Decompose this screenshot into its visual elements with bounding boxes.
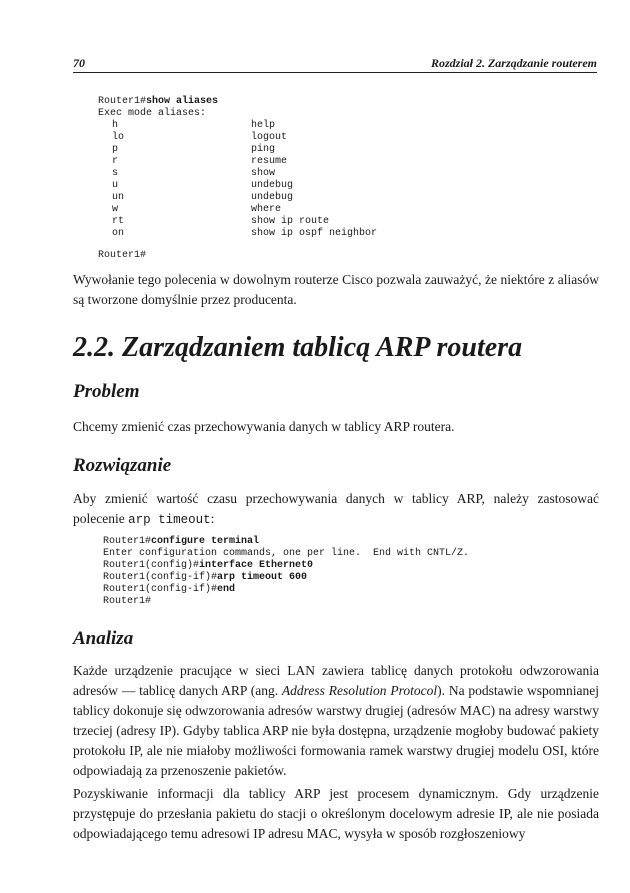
- command: end: [217, 584, 236, 595]
- solution-text-end: :: [210, 511, 215, 526]
- alias-command: show: [251, 168, 276, 179]
- page-number: 70: [73, 56, 85, 70]
- command: interface Ethernet0: [199, 560, 314, 571]
- prompt: Router1#: [103, 596, 152, 607]
- paragraph-solution: [73, 489, 599, 530]
- prompt: Router1#: [98, 96, 147, 107]
- paragraph-aliases: Wywołanie tego polecenia w dowolnym routerze Cisco pozwala zauważyć, że niektóre z aliasów są tworzone domyślnie przez producenta.: [73, 272, 599, 307]
- alias-name: r: [112, 156, 119, 167]
- code-line: [98, 96, 218, 108]
- solution-text: Aby zmienić wartość czasu przechowywania danych w tablicy ARP, należy zastosować polecenie: [73, 491, 599, 526]
- alias-command: resume: [251, 156, 288, 167]
- code-line: [103, 572, 307, 584]
- alias-name: w: [112, 204, 119, 215]
- alias-command: undebug: [251, 192, 294, 203]
- code-line: [103, 596, 151, 608]
- code-line: [103, 548, 469, 560]
- alias-name: un: [112, 192, 125, 203]
- alias-command: where: [251, 204, 282, 215]
- alias-command: show ip ospf neighbor: [251, 228, 378, 239]
- alias-name: on: [112, 228, 125, 239]
- heading-problem: Problem: [73, 381, 140, 402]
- paragraph-analysis-2: Pozyskiwanie informacji dla tablicy ARP jest procesem dynamicznym. Gdy urządzenie przystępuje do przesłania pakietu do stacji o określonym docelowym adresie IP, ale nie posiada odpowiadającego temu adresowi IP adresu MAC, wysyła w sposób rozgłoszeniowy: [73, 786, 599, 841]
- code-line: Exec mode aliases:: [98, 108, 207, 119]
- alias-name: lo: [112, 132, 125, 143]
- section-title: 2.2. Zarządzaniem tablicą ARP routera: [73, 332, 523, 363]
- paragraph-problem: Chcemy zmienić czas przechowywania danych w tablicy ARP routera.: [73, 419, 455, 434]
- alias-command: help: [251, 120, 276, 131]
- heading-solution: Rozwiązanie: [73, 455, 172, 476]
- code-line: [103, 536, 259, 548]
- alias-command: undebug: [251, 180, 294, 191]
- code-line: Router1#: [98, 250, 147, 261]
- prompt: Router1(config-if)#: [103, 584, 218, 595]
- analysis-term: Address Resolution Protocol: [281, 683, 438, 698]
- alias-name: h: [112, 120, 119, 131]
- alias-command: show ip route: [251, 216, 330, 227]
- alias-name: s: [112, 168, 119, 179]
- command: arp timeout 600: [217, 572, 308, 583]
- analysis-text-cont: ). Na podstawie wspomnianej tablicy dokonuje się odwzorowania adresów warstwy drugiej (adresów MAC) na adresy warstwy trzeciej (adresy IP). Gdyby tablica ARP nie była dostępna, urządzenie mogłoby budować pakiety protokołu IP, ale nie miałoby możliwości formowania ramek warstwy drugiej modelu OSI, które odpowiadają za przenoszenie pakietów.: [73, 683, 599, 778]
- output: Enter configuration commands, one per line. End with CNTL/Z.: [103, 548, 470, 559]
- alias-name: rt: [112, 216, 125, 227]
- prompt: Router1(config-if)#: [103, 572, 218, 583]
- code-line: [103, 560, 313, 572]
- alias-command: logout: [251, 132, 288, 143]
- running-head: Rozdział 2. Zarządzanie routerem: [430, 56, 597, 70]
- prompt: Router1#: [103, 536, 152, 547]
- alias-name: p: [112, 144, 119, 155]
- inline-command: arp timeout: [128, 513, 211, 527]
- analysis-text: Każde urządzenie pracujące w sieci LAN zawiera tablicę danych protokołu odwzorowania adresów — tablicę danych ARP (ang.: [73, 663, 599, 698]
- alias-command: ping: [251, 144, 276, 155]
- paragraph-analysis-1: [73, 661, 599, 781]
- code-line: [103, 584, 235, 596]
- page-header: [73, 56, 597, 73]
- alias-name: u: [112, 180, 119, 191]
- heading-analysis: Analiza: [73, 628, 134, 649]
- prompt: Router1(config)#: [103, 560, 200, 571]
- command: configure terminal: [151, 536, 260, 547]
- command: show aliases: [146, 96, 219, 107]
